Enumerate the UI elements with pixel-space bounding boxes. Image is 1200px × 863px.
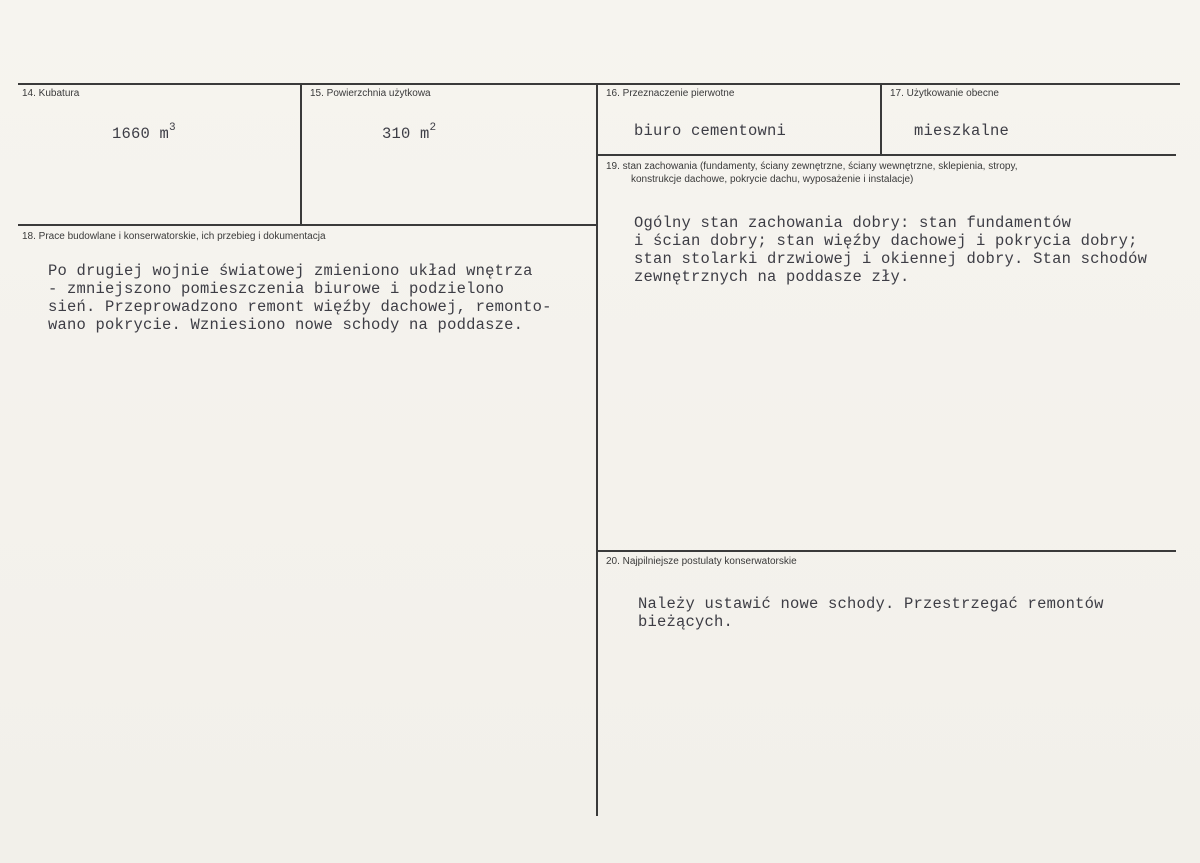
rule-below-16-17 <box>598 154 1176 156</box>
field-18-text <box>48 262 552 334</box>
field-18-line: wano pokrycie. Wzniesiono nowe schody na poddasze. <box>48 316 524 334</box>
field-18-line: sień. Przeprowadzono remont więźby dachowej, remonto- <box>48 298 552 316</box>
field-19-text <box>634 214 1147 286</box>
field-16-value: biuro cementowni <box>634 122 787 140</box>
field-20-line: Należy ustawić nowe schody. Przestrzegać remontów <box>638 595 1104 613</box>
field-19-line: zewnętrznych na poddasze zły. <box>634 268 910 286</box>
field-15-label: 15. Powierzchnia użytkowa <box>310 88 431 99</box>
field-19-line: Ogólny stan zachowania dobry: stan fundamentów <box>634 214 1072 232</box>
divider-16-17 <box>880 84 882 155</box>
area-value: 310 m <box>382 125 430 143</box>
field-20-line: bieżących. <box>638 613 734 631</box>
top-rule <box>18 83 1180 85</box>
field-19-label-line-1: 19. stan zachowania (fundamenty, ściany zewnętrzne, ściany wewnętrzne, sklepienia, stropy, <box>606 161 1018 172</box>
field-17-value: mieszkalne <box>914 122 1010 140</box>
rule-below-14-15 <box>18 224 596 226</box>
field-19-label-line-2: konstrukcje dachowe, pokrycie dachu, wyposażenie i instalacje) <box>631 174 914 185</box>
field-16-label: 16. Przeznaczenie pierwotne <box>606 88 735 99</box>
field-18-label: 18. Prace budowlane i konserwatorskie, ich przebieg i dokumentacja <box>22 231 326 242</box>
divider-14-15 <box>300 84 302 225</box>
field-15-value <box>382 122 437 145</box>
field-14-label: 14. Kubatura <box>22 88 80 99</box>
main-divider <box>596 84 598 816</box>
field-18-line: Po drugiej wojnie światowej zmieniono układ wnętrza <box>48 262 533 280</box>
cubature-value: 1660 m <box>112 125 170 143</box>
field-17-label: 17. Użytkowanie obecne <box>890 88 999 99</box>
field-19-line: stan stolarki drzwiowej i okiennej dobry. Stan schodów <box>634 250 1148 268</box>
field-14-value <box>112 122 176 145</box>
field-20-label: 20. Najpilniejsze postulaty konserwatorskie <box>606 556 797 567</box>
rule-above-20 <box>598 550 1176 552</box>
field-18-line: - zmniejszono pomieszczenia biurowe i podzielono <box>48 280 505 298</box>
field-19-line: i ścian dobry; stan więźby dachowej i pokrycia dobry; <box>634 232 1138 250</box>
cubature-unit-exponent: 3 <box>169 122 176 134</box>
area-unit-exponent: 2 <box>429 122 437 134</box>
field-20-text <box>638 595 1104 631</box>
